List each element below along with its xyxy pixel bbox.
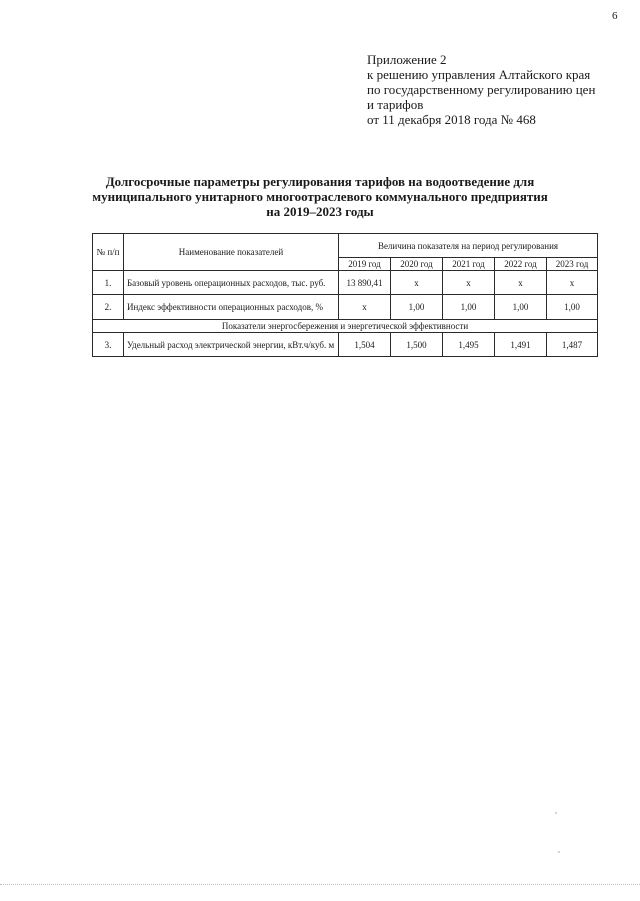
section-title: Показатели энергосбережения и энергетической эффективности [93, 320, 598, 333]
row-name: Удельный расход электрической энергии, кВт.ч/куб. м [124, 333, 339, 357]
row-name: Индекс эффективности операционных расходов, % [124, 295, 339, 320]
table-row [93, 333, 598, 357]
row-value: x [547, 271, 598, 295]
appendix-line: Приложение 2 [367, 52, 447, 67]
row-num: 1. [93, 271, 124, 295]
row-value: 1,00 [391, 295, 443, 320]
appendix-line: от 11 декабря 2018 года № 468 [367, 112, 536, 127]
scan-edge-line [0, 884, 640, 885]
section-row [93, 320, 598, 333]
row-value: x [443, 271, 495, 295]
row-value: 1,00 [443, 295, 495, 320]
row-value: 13 890,41 [339, 271, 391, 295]
header-year: 2019 год [339, 258, 391, 271]
row-value: 1,500 [391, 333, 443, 357]
appendix-line: к решению управления Алтайского края [367, 67, 591, 82]
title-line: на 2019–2023 годы [266, 204, 374, 219]
row-value: 1,487 [547, 333, 598, 357]
appendix-line: и тарифов [367, 97, 424, 112]
scan-speck [558, 851, 560, 853]
row-value: 1,00 [495, 295, 547, 320]
table-header-row [93, 234, 598, 258]
table-row [93, 295, 598, 320]
row-value: x [339, 295, 391, 320]
header-name: Наименование показателей [124, 234, 339, 271]
header-year: 2022 год [495, 258, 547, 271]
parameters-table [92, 233, 598, 357]
header-year: 2021 год [443, 258, 495, 271]
document-title [90, 174, 550, 219]
header-year: 2023 год [547, 258, 598, 271]
appendix-line: по государственному регулированию цен [367, 82, 596, 97]
row-value: x [391, 271, 443, 295]
row-value: 1,00 [547, 295, 598, 320]
header-num: № п/п [93, 234, 124, 271]
row-value: 1,491 [495, 333, 547, 357]
row-value: x [495, 271, 547, 295]
row-num: 3. [93, 333, 124, 357]
title-line: Долгосрочные параметры регулирования тарифов на водоотведение для [105, 174, 535, 189]
appendix-block [367, 52, 627, 127]
row-name: Базовый уровень операционных расходов, тыс. руб. [124, 271, 339, 295]
row-num: 2. [93, 295, 124, 320]
title-line: муниципального унитарного многоотраслевого коммунального предприятия [92, 189, 548, 204]
header-period: Величина показателя на период регулирования [339, 234, 598, 258]
page-number: 6 [612, 10, 618, 22]
table-row [93, 271, 598, 295]
row-value: 1,495 [443, 333, 495, 357]
header-year: 2020 год [391, 258, 443, 271]
row-value: 1,504 [339, 333, 391, 357]
scan-speck [555, 812, 557, 814]
